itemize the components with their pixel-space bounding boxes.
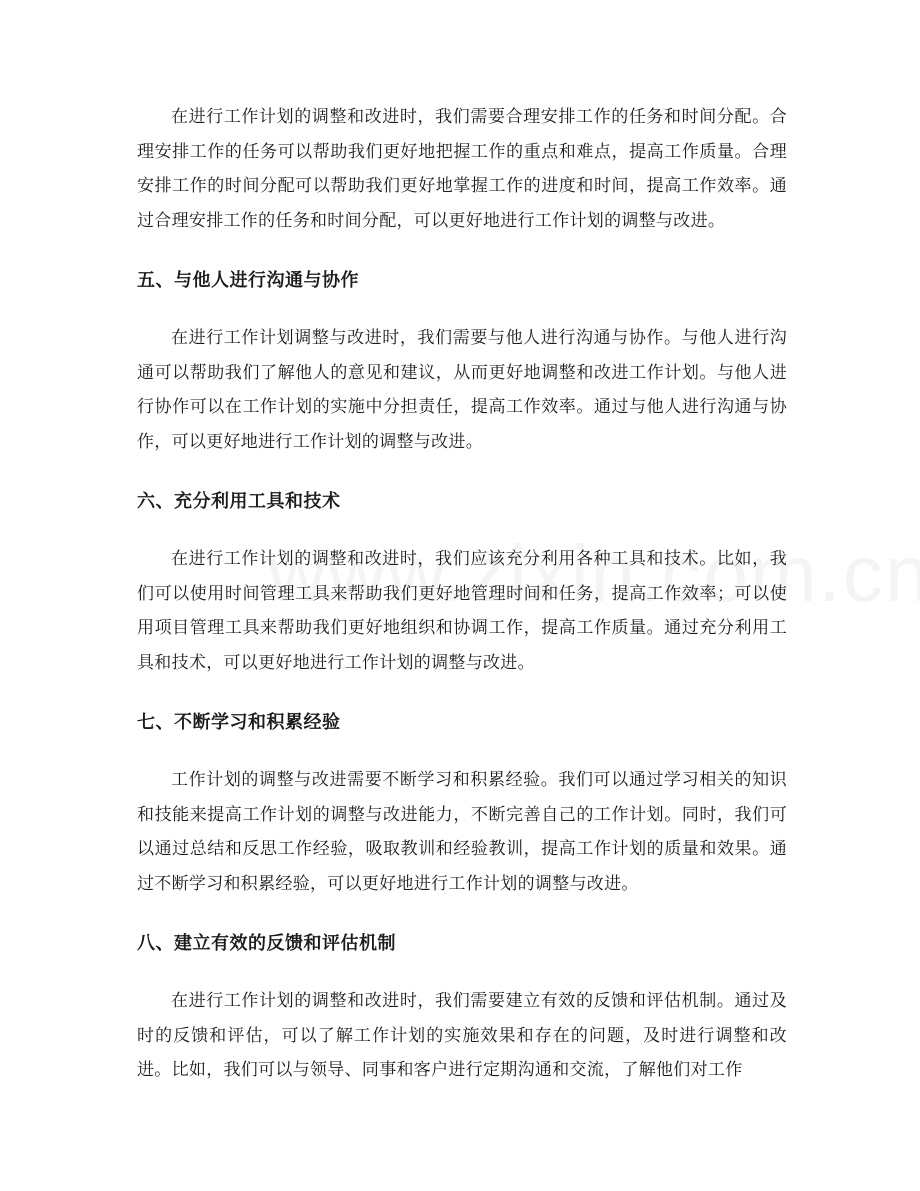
document-body (137, 100, 787, 1088)
section-heading-6: 六、充分利用工具和技术 (137, 491, 341, 512)
intro-paragraph: 在进行工作计划的调整和改进时，我们需要合理安排工作的任务和时间分配。合理安排工作的任务可以帮助我们更好地把握工作的重点和难点，提高工作质量。合理安排工作的时间分配可以帮助我们更好地掌握工作的进度和时间，提高工作效率。通过合理安排工作的任务和时间分配，可以更好地进行工作计划的调整与改进。 (137, 107, 787, 231)
section-heading-7: 七、不断学习和积累经验 (137, 712, 341, 733)
section-paragraph-7: 工作计划的调整与改进需要不断学习和积累经验。我们可以通过学习相关的知识和技能来提高工作计划的调整与改进能力，不断完善自己的工作计划。同时，我们可以通过总结和反思工作经验，吸取教训和经验教训，提高工作计划的质量和效果。通过不断学习和积累经验，可以更好地进行工作计划的调整与改进。 (137, 770, 787, 894)
section-heading-8: 八、建立有效的反馈和评估机制 (137, 933, 396, 954)
section-heading-5: 五、与他人进行沟通与协作 (137, 270, 359, 291)
section-paragraph-5: 在进行工作计划调整与改进时，我们需要与他人进行沟通与协作。与他人进行沟通可以帮助我们了解他人的意见和建议，从而更好地调整和改进工作计划。与他人进行协作可以在工作计划的实施中分担责任，提高工作效率。通过与他人进行沟通与协作，可以更好地进行工作计划的调整与改进。 (137, 328, 787, 452)
section-paragraph-8: 在进行工作计划的调整和改进时，我们需要建立有效的反馈和评估机制。通过及时的反馈和评估，可以了解工作计划的实施效果和存在的问题，及时进行调整和改进。比如，我们可以与领导、同事和客户进行定期沟通和交流，了解他们对工作 (137, 991, 787, 1080)
section-paragraph-6: 在进行工作计划的调整和改进时，我们应该充分利用各种工具和技术。比如，我们可以使用时间管理工具来帮助我们更好地管理时间和任务，提高工作效率；可以使用项目管理工具来帮助我们更好地组织和协调工作，提高工作质量。通过充分利用工具和技术，可以更好地进行工作计划的调整与改进。 (137, 549, 787, 673)
